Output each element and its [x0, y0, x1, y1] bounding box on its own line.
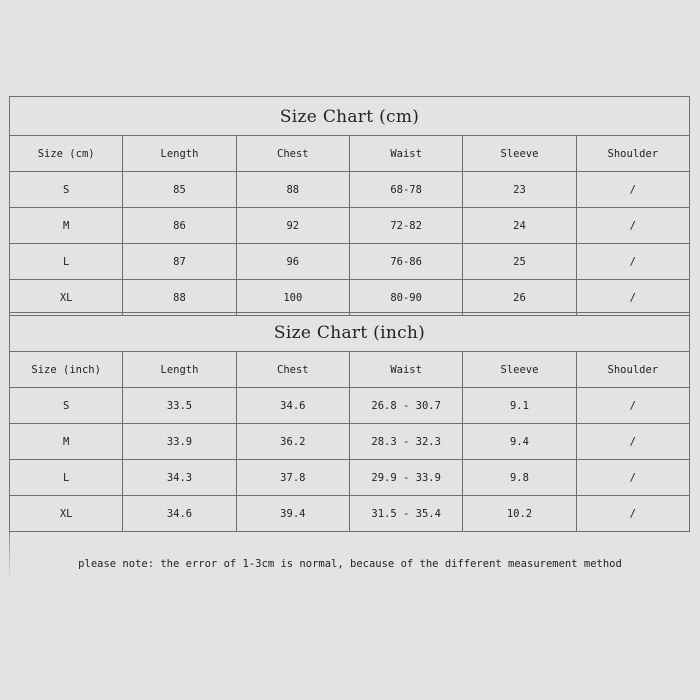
waist-cell: 29.9 - 33.9 [349, 460, 462, 496]
table-row [10, 208, 690, 244]
chest-cell: 92 [236, 208, 349, 244]
header-waist: Waist [349, 136, 462, 172]
sleeve-cell: 26 [463, 280, 576, 316]
size-cell: XL [10, 496, 123, 532]
table-row [10, 496, 690, 532]
size-chart-inch-title: Size Chart (inch) [10, 313, 690, 352]
sleeve-cell: 25 [463, 244, 576, 280]
header-size: Size (inch) [10, 352, 123, 388]
waist-cell: 72-82 [349, 208, 462, 244]
size-cell: M [10, 208, 123, 244]
header-size: Size (cm) [10, 136, 123, 172]
chest-cell: 37.8 [236, 460, 349, 496]
sleeve-cell: 9.8 [463, 460, 576, 496]
table-row [10, 244, 690, 280]
length-cell: 34.3 [123, 460, 236, 496]
header-waist: Waist [349, 352, 462, 388]
table-row [10, 424, 690, 460]
header-row [10, 352, 690, 388]
header-row [10, 136, 690, 172]
header-shoulder: Shoulder [576, 136, 689, 172]
size-cell: XL [10, 280, 123, 316]
shoulder-cell: / [576, 172, 689, 208]
header-length: Length [123, 352, 236, 388]
shoulder-cell: / [576, 424, 689, 460]
size-cell: S [10, 172, 123, 208]
sleeve-cell: 9.4 [463, 424, 576, 460]
waist-cell: 26.8 - 30.7 [349, 388, 462, 424]
waist-cell: 80-90 [349, 280, 462, 316]
size-cell: L [10, 460, 123, 496]
shoulder-cell: / [576, 244, 689, 280]
waist-cell: 28.3 - 32.3 [349, 424, 462, 460]
measurement-note: please note: the error of 1-3cm is normal, because of the different measurement method [78, 558, 622, 570]
table-row [10, 172, 690, 208]
size-chart-inch-title-row [10, 313, 690, 352]
size-cell: S [10, 388, 123, 424]
table-row [10, 280, 690, 316]
chest-cell: 39.4 [236, 496, 349, 532]
length-cell: 88 [123, 280, 236, 316]
header-sleeve: Sleeve [463, 136, 576, 172]
header-shoulder: Shoulder [576, 352, 689, 388]
header-chest: Chest [236, 136, 349, 172]
size-chart-cm-title-row [10, 97, 690, 136]
header-length: Length [123, 136, 236, 172]
size-chart-cm-title: Size Chart (cm) [10, 97, 690, 136]
waist-cell: 68-78 [349, 172, 462, 208]
size-chart-cm-table [9, 96, 690, 316]
header-sleeve: Sleeve [463, 352, 576, 388]
chest-cell: 88 [236, 172, 349, 208]
size-cell: M [10, 424, 123, 460]
size-chart-inch-table [9, 312, 690, 532]
table-row [10, 460, 690, 496]
length-cell: 86 [123, 208, 236, 244]
length-cell: 33.9 [123, 424, 236, 460]
sleeve-cell: 9.1 [463, 388, 576, 424]
header-chest: Chest [236, 352, 349, 388]
shoulder-cell: / [576, 460, 689, 496]
shoulder-cell: / [576, 280, 689, 316]
size-cell: L [10, 244, 123, 280]
length-cell: 85 [123, 172, 236, 208]
length-cell: 34.6 [123, 496, 236, 532]
chest-cell: 34.6 [236, 388, 349, 424]
shoulder-cell: / [576, 496, 689, 532]
waist-cell: 76-86 [349, 244, 462, 280]
length-cell: 33.5 [123, 388, 236, 424]
length-cell: 87 [123, 244, 236, 280]
chest-cell: 100 [236, 280, 349, 316]
sleeve-cell: 23 [463, 172, 576, 208]
chest-cell: 96 [236, 244, 349, 280]
chest-cell: 36.2 [236, 424, 349, 460]
waist-cell: 31.5 - 35.4 [349, 496, 462, 532]
sleeve-cell: 10.2 [463, 496, 576, 532]
left-border-fade [9, 532, 10, 582]
shoulder-cell: / [576, 208, 689, 244]
shoulder-cell: / [576, 388, 689, 424]
table-row [10, 388, 690, 424]
sleeve-cell: 24 [463, 208, 576, 244]
